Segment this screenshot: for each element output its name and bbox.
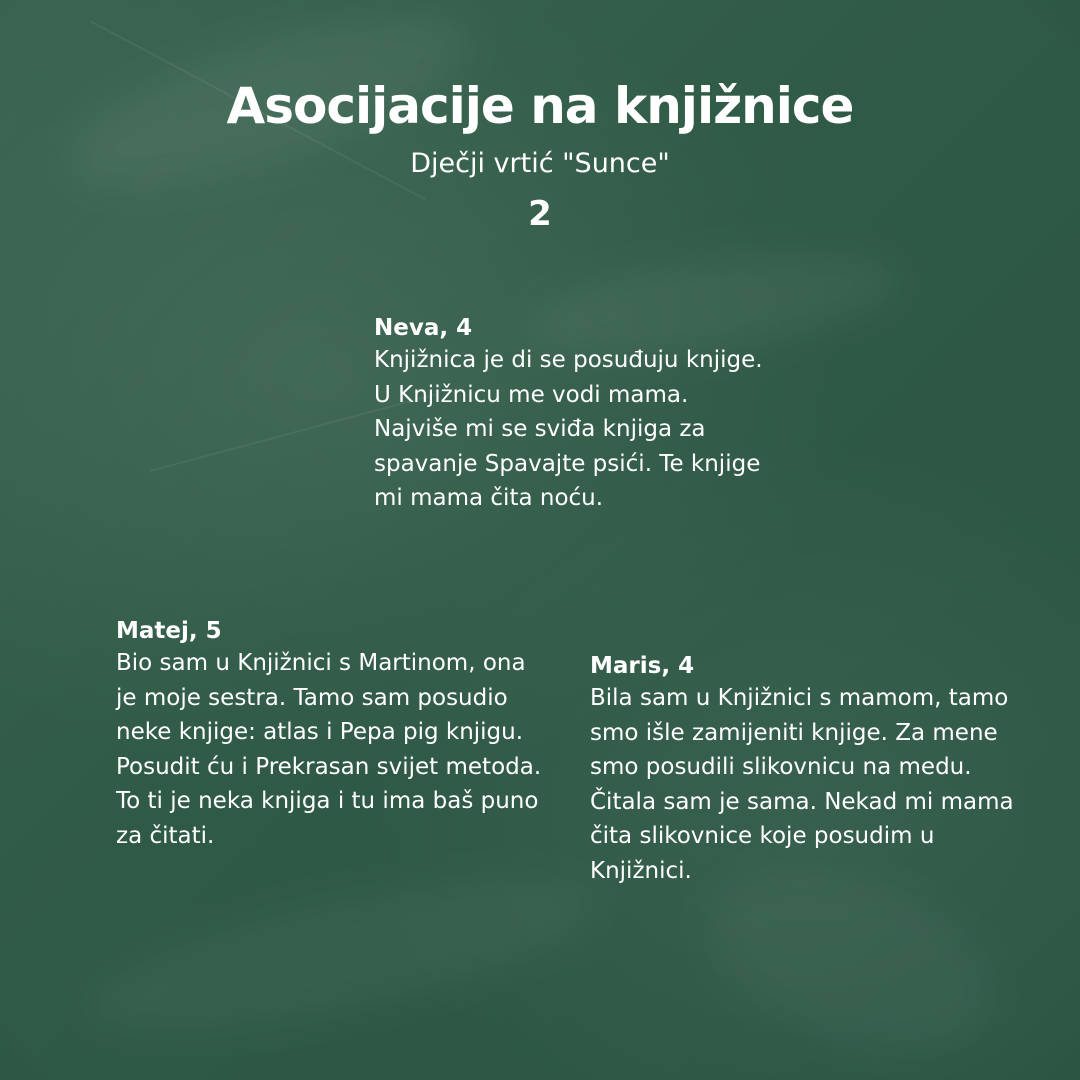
entry-text: Bila sam u Knjižnici s mamom, tamo smo išle zamijeniti knjige. Za mene smo posudili slikovnicu na medu. Čitala sam je sama. Nekad mi mama čita slikovnice koje posudim u Knjižnici. [590,685,1014,884]
entry-text: Knjižnica je di se posuđuju knjige. U Knjižnicu me vodi mama. Najviše mi se sviđa knjiga za spavanje Spavajte psići. Te knjige mi mama čita noću. [374,347,763,511]
entry-name: Neva, 4 [374,315,473,341]
entry-neva [374,313,764,516]
entry-matej [116,616,548,853]
entry-name: Matej, 5 [116,618,222,644]
entry-maris [590,651,1040,888]
page-subtitle: Dječji vrtić "Sunce" [410,148,670,179]
entry-text: Bio sam u Knjižnici s Martinom, ona je moje sestra. Tamo sam posudio neke knjige: atlas i Pepa pig knjigu. Posudit ću i Prekrasan svijet metoda. To ti je neka knjiga i tu ima baš puno za čitati. [116,650,542,849]
entry-name: Maris, 4 [590,653,695,679]
page-number: 2 [528,194,552,234]
chalk-smudge [74,847,606,1063]
page-title: Asocijacije na knjižnice [226,77,854,135]
